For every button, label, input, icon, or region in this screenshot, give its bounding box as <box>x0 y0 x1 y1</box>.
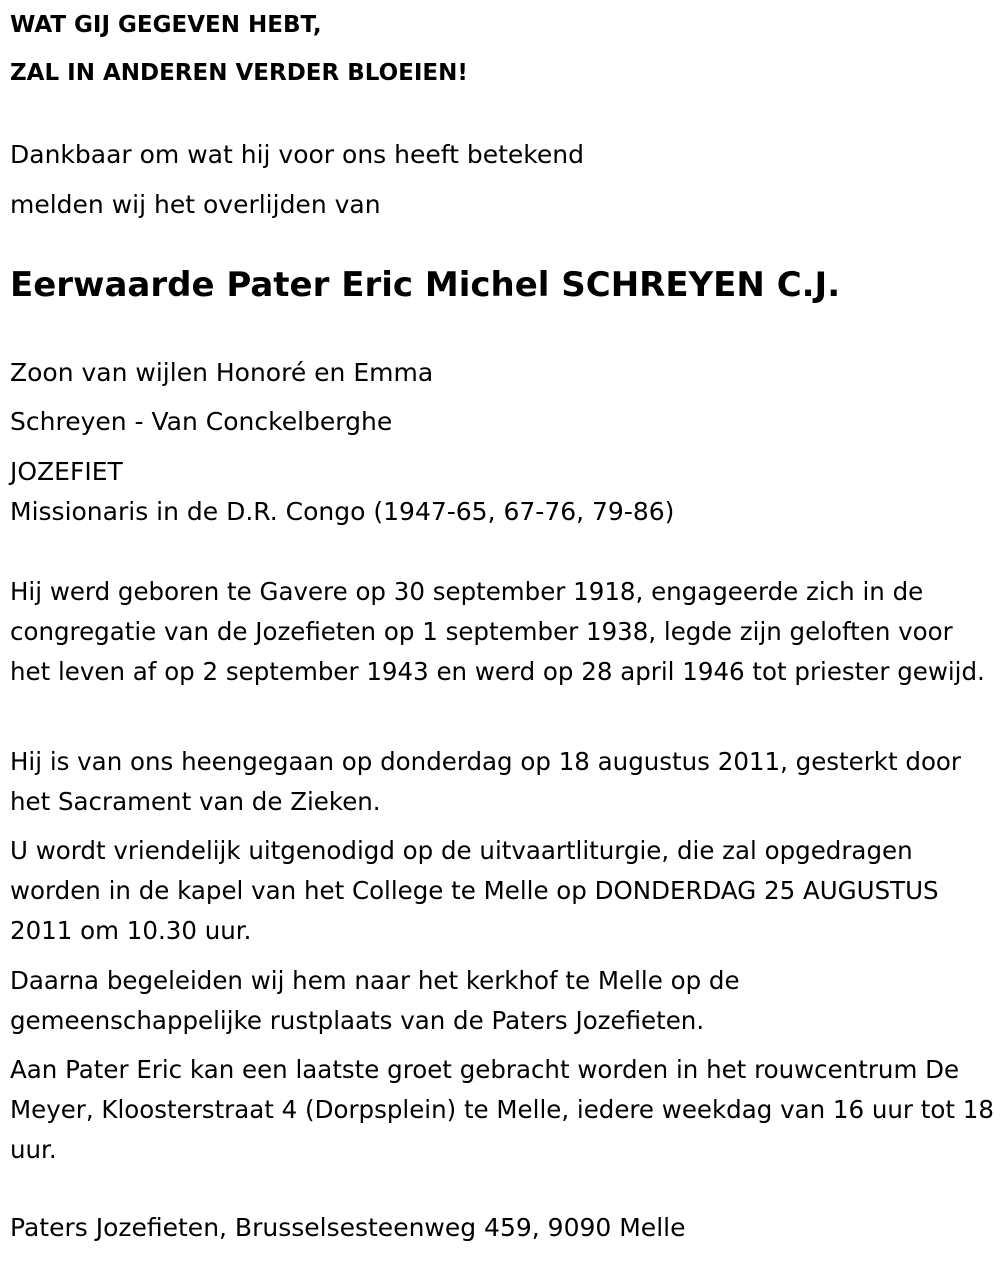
paragraph-death: Hij is van ons heengegaan op donderdag op 18 augustus 2011, gesterkt door het Sacrament van de Zieken. <box>10 747 961 816</box>
footer-address: Paters Jozefieten, Brusselsesteenweg 459, 9090 Melle <box>10 1213 686 1242</box>
motto-line-1: WAT GIJ GEGEVEN HEBT, <box>10 12 322 38</box>
order-name: JOZEFIET <box>10 457 123 486</box>
paragraph-burial: Daarna begeleiden wij hem naar het kerkhof te Melle op de gemeenschappelijke rustplaats van de Paters Jozefieten. <box>10 966 740 1035</box>
paragraph-visitation: Aan Pater Eric kan een laatste groet gebracht worden in het rouwcentrum De Meyer, Kloosterstraat 4 (Dorpsplein) te Melle, iedere weekdag van 16 uur tot 18 uur. <box>10 1055 994 1164</box>
paragraph-funeral: U wordt vriendelijk uitgenodigd op de uitvaartliturgie, die zal opgedragen worden in de kapel van het College te Melle op DONDERDAG 25 AUGUSTUS 2011 om 10.30 uur. <box>10 836 939 945</box>
deceased-name: Eerwaarde Pater Eric Michel SCHREYEN C.J. <box>10 265 841 305</box>
motto-line-2: ZAL IN ANDEREN VERDER BLOEIEN! <box>10 60 468 86</box>
parents-line-1: Zoon van wijlen Honoré en Emma <box>10 358 434 387</box>
paragraph-birth: Hij werd geboren te Gavere op 30 september 1918, engageerde zich in de congregatie van de Jozefieten op 1 september 1938, legde zijn geloften voor het leven af op 2 september 1943 en werd op 28 april 1946 tot priester gewijd. <box>10 577 985 686</box>
mission-line: Missionaris in de D.R. Congo (1947-65, 67-76, 79-86) <box>10 497 675 526</box>
parents-line-2: Schreyen - Van Conckelberghe <box>10 407 393 436</box>
intro-line-2: melden wij het overlijden van <box>10 190 381 219</box>
intro-line-1: Dankbaar om wat hij voor ons heeft betekend <box>10 140 584 169</box>
